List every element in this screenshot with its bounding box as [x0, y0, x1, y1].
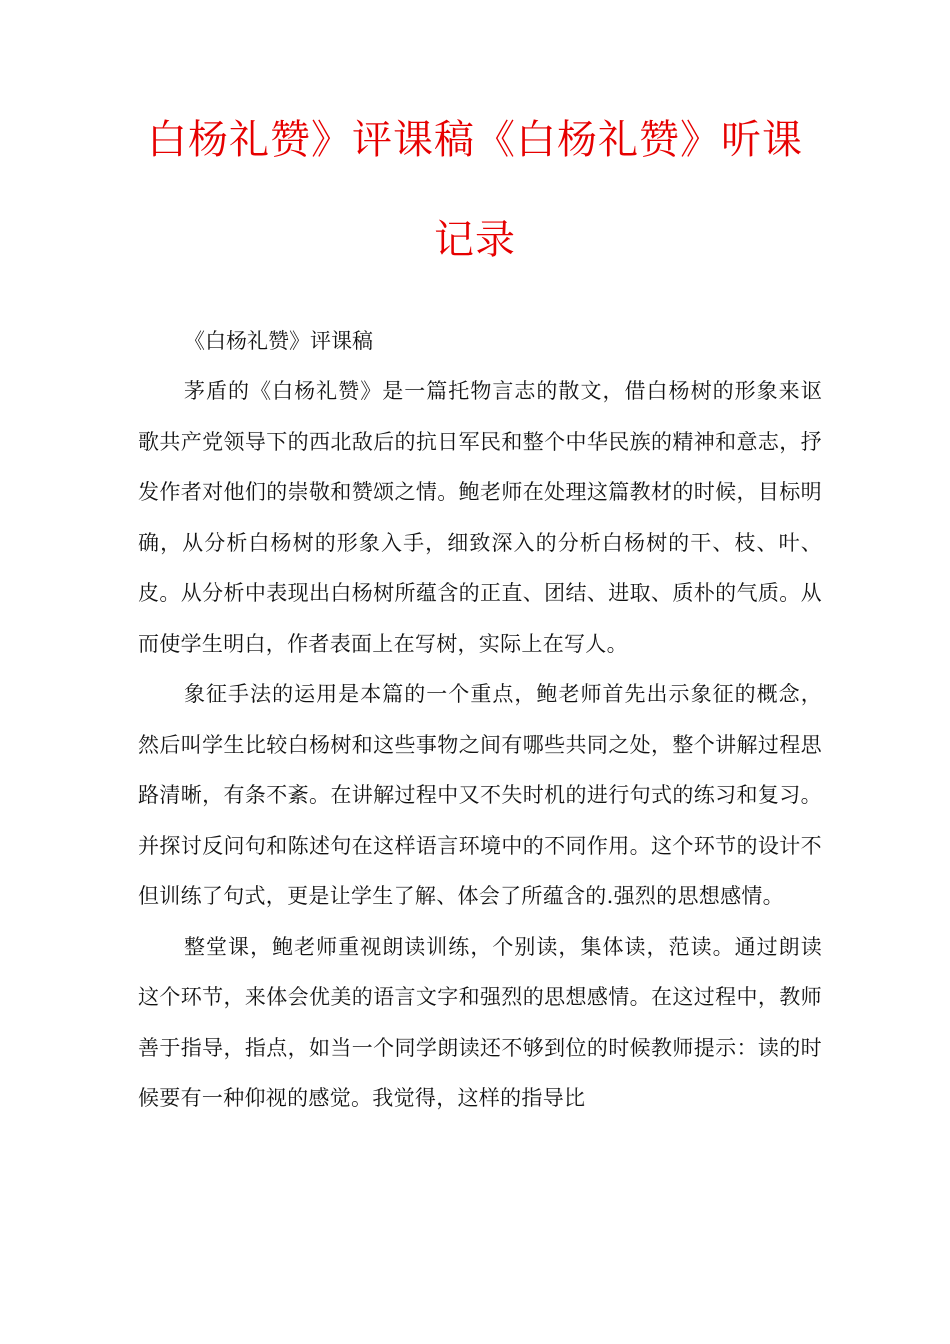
document-title-line-2: 记录	[434, 217, 516, 263]
paragraph-3: 整堂课，鲍老师重视朗读训练，个别读，集体读，范读。通过朗读这个环节，来体会优美的语言文字和强烈的思想感情。在这过程中，教师善于指导，指点，如当一个同学朗读还不够到位的时候教师提示：读的时候要有一种仰视的感觉。我觉得，这样的指导比	[138, 934, 822, 1110]
paragraph-2: 象征手法的运用是本篇的一个重点，鲍老师首先出示象征的概念，然后叫学生比较白杨树和这些事物之间有哪些共同之处，整个讲解过程思路清晰，有条不紊。在讲解过程中又不失时机的进行句式的练习和复习。并探讨反问句和陈述句在这样语言环境中的不同作用。这个环节的设计不但训练了句式，更是让学生了解、体会了所蕴含的.强烈的思想感情。	[138, 682, 822, 908]
document-title-line-1: 白杨礼赞》评课稿《白杨礼赞》听课	[147, 117, 803, 163]
section-heading: 《白杨礼赞》评课稿	[184, 329, 373, 353]
document-body	[138, 316, 822, 1124]
paragraph-1: 茅盾的《白杨礼赞》是一篇托物言志的散文，借白杨树的形象来讴歌共产党领导下的西北敌后的抗日军民和整个中华民族的精神和意志，抒发作者对他们的崇敬和赞颂之情。鲍老师在处理这篇教材的时候，目标明确，从分析白杨树的形象入手，细致深入的分析白杨树的干、枝、叶、皮。从分析中表现出白杨树所蕴含的正直、团结、进取、质朴的气质。从而使学生明白，作者表面上在写树，实际上在写人。	[138, 379, 822, 656]
